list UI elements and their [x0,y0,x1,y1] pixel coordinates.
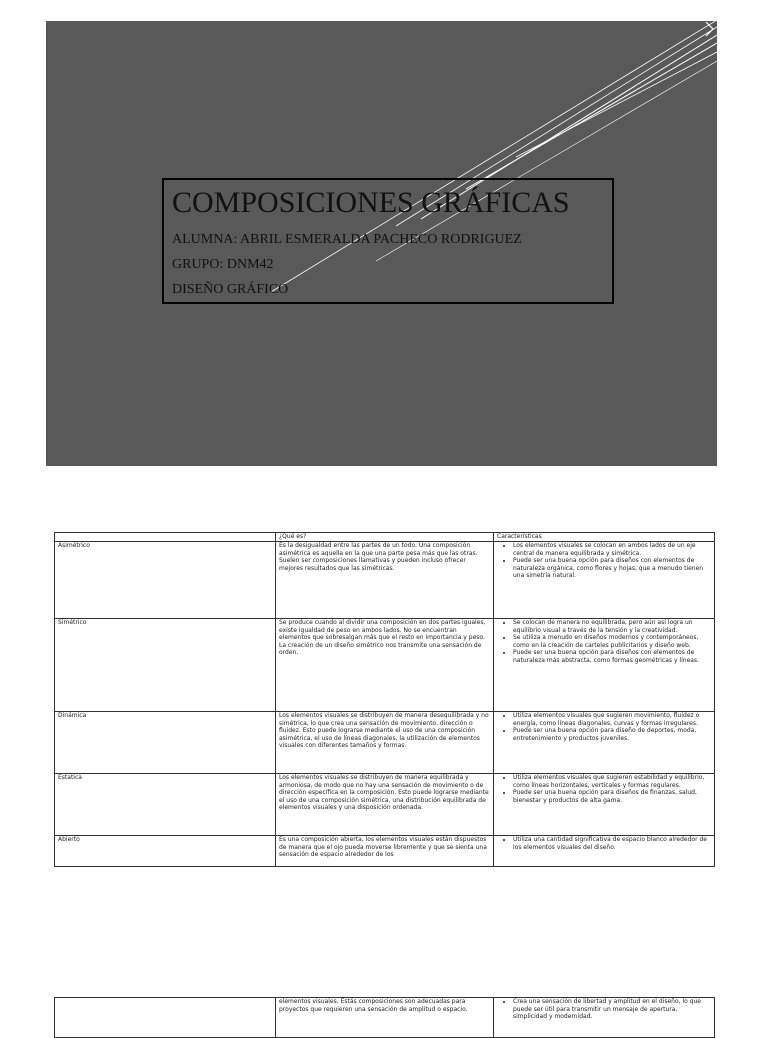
composition-description: Los elementos visuales se distribuyen de manera desequilibrada y no simétrica, lo que crea una sensación de movimiento, dirección o fluidez. Esto puede lograrse mediante el uso de una composición asimétrica, el uso de líneas diagonales, la utilización de elementos visuales con diferentes tamaños y formas. [276,712,494,774]
table-row [55,619,715,712]
composition-features [494,998,715,1038]
table-row [55,774,715,836]
composition-name: Abierto [55,836,276,867]
feature-item: • Puede ser una buena opción para diseños con elementos de naturaleza orgánica, como flores y hojas, que a menudo tienen una simetría natural. [513,557,711,580]
feature-item: • Utiliza elementos visuales que sugieren movimiento, fluidez o energía, como líneas diagonales, curvas y formas irregulares. [513,712,711,727]
table-row [55,836,715,867]
course-label: DISEÑO GRÁFICO [172,282,289,297]
header-cell: ¿Qué es? [276,533,494,542]
table-row [55,712,715,774]
feature-item: • Puede ser una buena opción para diseño de deportes, moda, entretenimiento y productos juveniles. [513,727,711,742]
composition-description: Se produce cuando al dividir una composición en dos partes iguales, existe igualdad de peso en ambos lados. No se encuentran elementos que sobresalgan más que el resto en importancia y peso. La creación de un diseño simétrico nos transmite una sensación de orden. [276,619,494,712]
compositions-table-continued [54,997,715,1038]
composition-features [494,542,715,619]
compositions-table [54,532,715,867]
title-box [162,178,614,304]
table-row [55,542,715,619]
composition-description: Los elementos visuales se distribuyen de manera equilibrada y armoniosa, de modo que no hay una sensación de movimiento o de dirección específica en la composición. Esto puede lograrse mediante el uso de una composición simétrica, una distribución equilibrada de elementos visuales y una disposición ordenada. [276,774,494,836]
composition-features [494,836,715,867]
composition-features [494,619,715,712]
empty-cell [55,998,276,1038]
composition-name: Simétrico [55,619,276,712]
composition-description: elementos visuales. Estás composiciones son adecuadas para proyectos que requieren una sensación de amplitud o espacio. [276,998,494,1038]
diagonal-line [466,43,717,189]
table-row [55,998,715,1038]
student-name: ALUMNA: ABRIL ESMERALDA PACHECO RODRIGUEZ [172,232,522,247]
feature-item: • Se colocan de manera no equilibrada, pero aún así logra un equilibrio visual a través de la tensión y la creatividad. [513,619,711,634]
composition-features [494,774,715,836]
composition-name: Dinámica [55,712,276,774]
feature-item: • Utiliza elementos visuales que sugieren estabilidad y equilibrio, como líneas horizontales, verticales y formas regulares. [513,774,711,789]
composition-description: Es una composición abierta, los elementos visuales están dispuestos de manera que el ojo pueda moverse libremente y que se sienta una sensación de espacio alrededor de los [276,836,494,867]
feature-item: • Se utiliza a menudo en diseños modernos y contemporáneos, como en la creación de carteles publicitarios y diseño web. [513,634,711,649]
composition-description: Es la desigualdad entre las partes de un todo. Una composición asimétrica es aquella en la que una parte pesa más que las otras. Suelen ser composiciones llamativas y pueden incluso ofrecer mejores resultados que las simétricas. [276,542,494,619]
composition-name: Asimétrico [55,542,276,619]
feature-item: • Crea una sensación de libertad y amplitud en el diseño, lo que puede ser útil para transmitir un mensaje de apertura, simplicidad y modernidad. [513,998,711,1021]
composition-features [494,712,715,774]
diagonal-line [516,52,717,157]
chevron-right-icon [706,22,713,36]
header-cell [55,533,276,542]
title-slide [46,21,717,466]
feature-item: • Los elementos visuales se colocan en ambos lados de un eje central de manera equilibrada y simétrica. [513,542,711,557]
header-cell: Características [494,533,715,542]
group-label: GRUPO: DNM42 [172,257,274,272]
feature-item: • Puede ser una buena opción para diseños con elementos de naturaleza más abstracta, como formas geométricas y líneas. [513,649,711,664]
composition-name: Estatica [55,774,276,836]
feature-item: • Puede ser una buena opción para diseños de finanzas, salud, bienestar y productos de alta gama. [513,789,711,804]
feature-item: • Utiliza una cantidad significativa de espacio blanco alrededor de los elementos visuales del diseño. [513,836,711,851]
table-header-row [55,533,715,542]
slide-title: COMPOSICIONES GRÁFICAS [172,186,570,219]
